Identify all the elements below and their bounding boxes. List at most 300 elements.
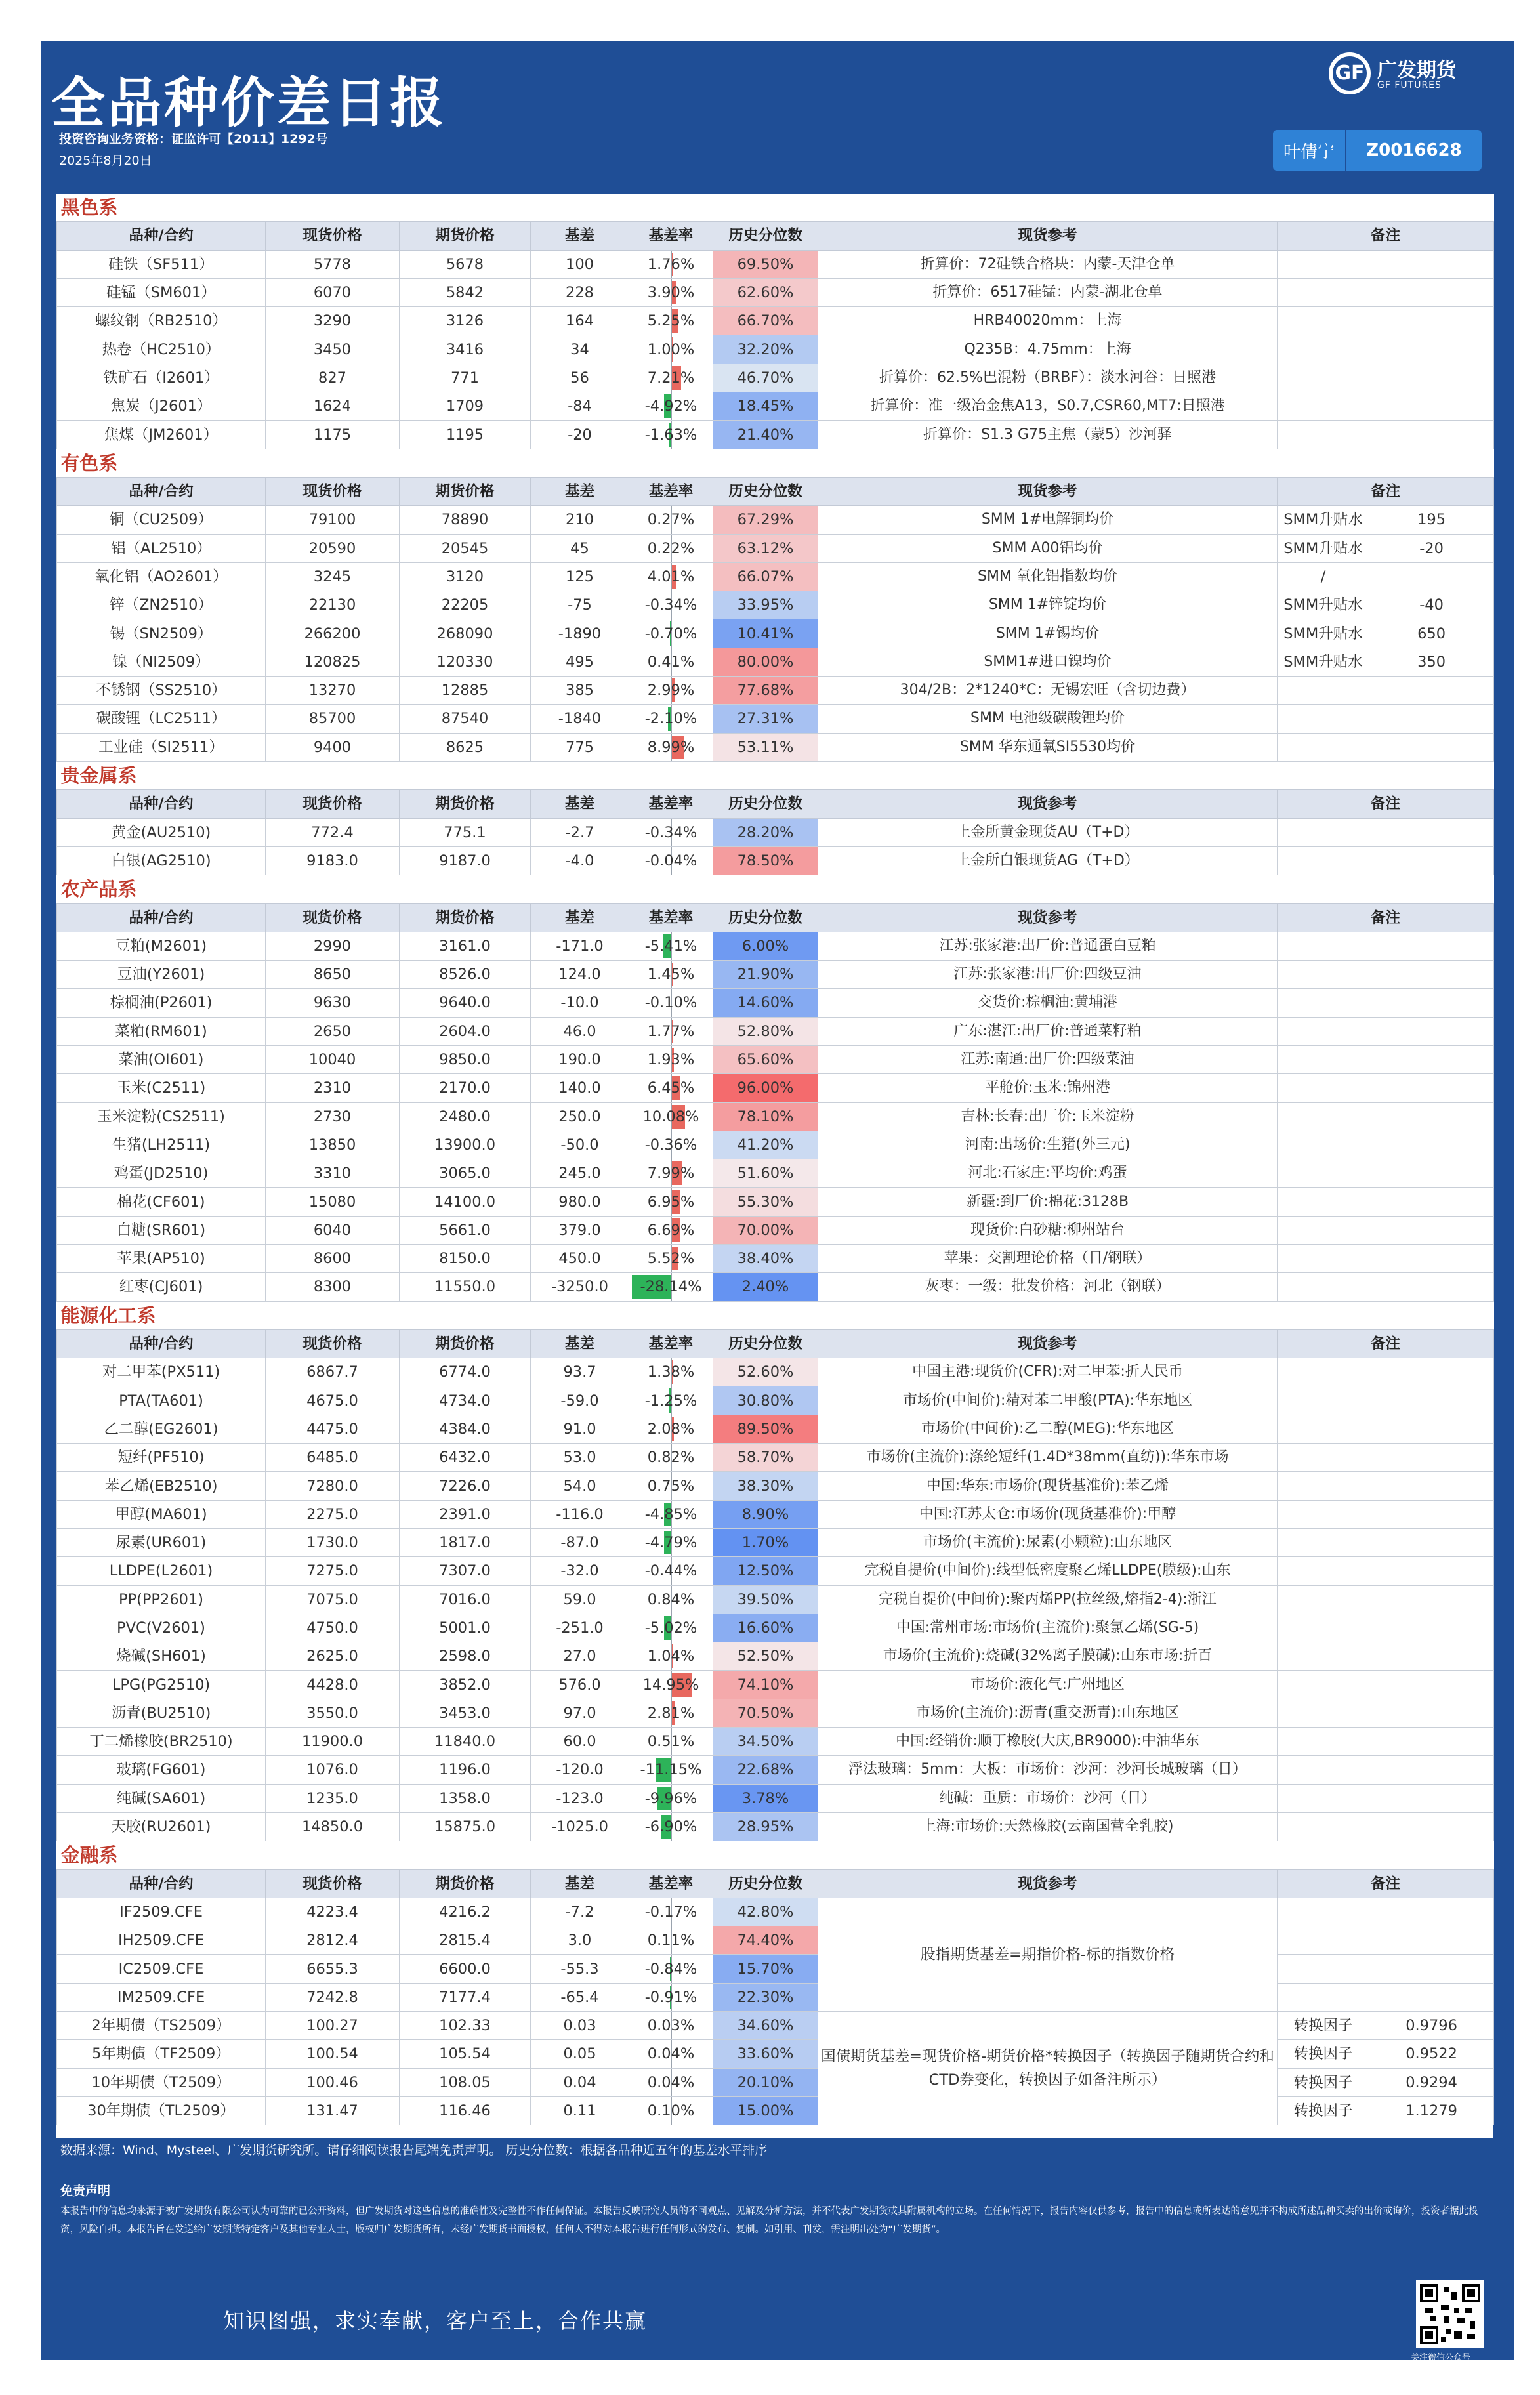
basis-rate-value: -0.91% [644,1988,697,2006]
header-col-item: 品种/合约 [57,222,266,250]
percentile-cell: 32.20% [713,335,818,364]
section-title-row [57,449,1494,477]
futures-price-cell: 7016.0 [400,1585,531,1614]
note-label-cell: SMM升贴水 [1278,591,1369,619]
futures-price-cell: 11840.0 [400,1728,531,1756]
item-cell: 白糖(SR601) [57,1216,266,1244]
table-row [57,1017,1494,1045]
note-value-cell [1369,1386,1494,1415]
spot-price-cell: 79100 [266,506,400,534]
header-col-spot-ref: 现货参考 [818,904,1278,932]
basis-rate-cell [629,1926,713,1955]
basis-rate-cell [629,1671,713,1699]
basis-rate-value: -5.02% [644,1619,697,1636]
basis-rate-value: 2.99% [647,682,695,699]
note-value-cell [1369,562,1494,591]
bond-basis-formula: 国债期货基差=现货价格-期货价格*转换因子（转换因子随期货合约和CTD券变化，转换因子如备注所示） [818,2012,1278,2125]
item-cell: 锡（SN2509） [57,619,266,648]
basis-rate-value: -2.10% [644,710,697,728]
futures-price-cell: 7177.4 [400,1983,531,2011]
futures-price-cell: 6600.0 [400,1955,531,1983]
basis-cell: 0.04 [531,2068,629,2096]
spot-price-cell: 100.46 [266,2068,400,2096]
basis-rate-value: -0.10% [644,994,697,1012]
futures-price-cell: 5678 [400,250,531,278]
basis-rate-cell [629,1812,713,1841]
basis-cell: 27.0 [531,1642,629,1671]
basis-rate-cell [629,1728,713,1756]
basis-cell: 379.0 [531,1216,629,1244]
spot-price-cell: 10040 [266,1045,400,1073]
spot-price-cell: 9183.0 [266,846,400,875]
note-value-cell [1369,1585,1494,1614]
header-col-spot: 现货价格 [266,790,400,818]
percentile-cell: 46.70% [713,364,818,392]
basis-rate-value: -0.84% [644,1960,697,1978]
table-row [57,1671,1494,1699]
basis-cell: -116.0 [531,1500,629,1528]
item-cell: 短纤(PF510) [57,1444,266,1472]
table-row [57,364,1494,392]
percentile-cell: 28.95% [713,1812,818,1841]
note-value-cell: 350 [1369,648,1494,676]
basis-rate-value: 2.81% [647,1704,695,1722]
spot-price-cell: 3310 [266,1159,400,1188]
basis-rate-value: 1.76% [647,255,695,273]
basis-rate-cell [629,1216,713,1244]
basis-cell: -1890 [531,619,629,648]
note-label-cell [1278,677,1369,705]
basis-cell: 164 [531,307,629,335]
note-value-cell: 195 [1369,506,1494,534]
note-label-cell: 转换因子 [1278,2012,1369,2040]
basis-rate-value: 0.11% [647,1932,695,1949]
spot-price-cell: 4675.0 [266,1386,400,1415]
spot-ref-cell: 折算价：6517硅锰：内蒙-湖北仓单 [818,278,1278,306]
futures-price-cell: 8625 [400,733,531,761]
basis-rate-cell [629,1614,713,1642]
note-label-cell [1278,1983,1369,2011]
note-label-cell [1278,1500,1369,1528]
item-cell: 苯乙烯(EB2510) [57,1472,266,1500]
section-title-row [57,1301,1494,1329]
spot-price-cell: 11900.0 [266,1728,400,1756]
note-value-cell [1369,1415,1494,1443]
note-label-cell [1278,1472,1369,1500]
spot-price-cell: 5778 [266,250,400,278]
note-value-cell [1369,818,1494,846]
report-date: 2025年8月20日 [59,154,152,168]
basis-rate-value: 3.90% [647,284,695,302]
analyst-badge [1273,130,1482,171]
spot-ref-cell: 304/2B：2*1240*C：无锡宏旺（含切边费） [818,677,1278,705]
basis-rate-cell [629,392,713,421]
spot-price-cell: 1730.0 [266,1528,400,1556]
table-row [57,1528,1494,1556]
note-value-cell [1369,1188,1494,1216]
basis-rate-cell [629,1045,713,1073]
data-source-note: 数据来源：Wind、Mysteel、广发期货研究所。请仔细阅读报告尾端免责声明。 历史分位数：根据各品种近五年的基差水平排序 [60,2143,768,2157]
futures-price-cell: 4384.0 [400,1415,531,1443]
basis-rate-cell [629,335,713,364]
note-label-cell [1278,1188,1369,1216]
spot-ref-cell: 市场价:液化气:广州地区 [818,1671,1278,1699]
table-header-row [57,1329,1494,1358]
spot-price-cell: 1175 [266,421,400,449]
futures-price-cell: 3416 [400,335,531,364]
spot-ref-cell: 折算价：准一级冶金焦A13，S0.7,CSR60,MT7:日照港 [818,392,1278,421]
note-label-cell [1278,1699,1369,1727]
basis-cell: 0.03 [531,2012,629,2040]
percentile-cell: 89.50% [713,1415,818,1443]
basis-cell: -50.0 [531,1131,629,1159]
header-col-basis: 基差 [531,790,629,818]
table-row [57,1699,1494,1727]
note-label-cell [1278,1159,1369,1188]
spot-ref-cell: 上海:市场价:天然橡胶(云南国营全乳胶) [818,1812,1278,1841]
percentile-cell: 21.90% [713,961,818,989]
basis-rate-cell [629,1784,713,1812]
table-row [57,733,1494,761]
spot-price-cell: 2812.4 [266,1926,400,1955]
table-row [57,677,1494,705]
section-title: 金融系 [57,1841,1494,1869]
percentile-cell: 52.60% [713,1358,818,1386]
futures-price-cell: 116.46 [400,2096,531,2125]
spot-ref-cell: 新疆:到厂价:棉花:3128B [818,1188,1278,1216]
header-col-percentile: 历史分位数 [713,1329,818,1358]
note-label-cell: 转换因子 [1278,2096,1369,2125]
percentile-cell: 53.11% [713,733,818,761]
spot-ref-cell: SMM 电池级碳酸锂均价 [818,705,1278,733]
note-value-cell: -20 [1369,534,1494,562]
percentile-cell: 70.00% [713,1216,818,1244]
analyst-license-id: Z0016628 [1366,140,1462,160]
futures-price-cell: 9640.0 [400,989,531,1017]
note-label-cell [1278,818,1369,846]
spot-ref-cell: 中国:常州市场:市场价(主流价):聚氯乙烯(SG-5) [818,1614,1278,1642]
percentile-cell: 15.70% [713,1955,818,1983]
spot-ref-cell: 中国:华东:市场价(现货基准价):苯乙烯 [818,1472,1278,1500]
section-title: 农产品系 [57,875,1494,904]
spot-price-cell: 2650 [266,1017,400,1045]
note-value-cell: 1.1279 [1369,2096,1494,2125]
spot-ref-cell: SMM A00铝均价 [818,534,1278,562]
percentile-cell: 38.30% [713,1472,818,1500]
percentile-cell: 41.20% [713,1131,818,1159]
header-col-futures: 期货价格 [400,904,531,932]
basis-cell: 140.0 [531,1074,629,1102]
company-logo [1329,52,1486,98]
basis-rate-value: 0.75% [647,1477,695,1495]
table-row [57,1244,1494,1272]
logo-cn-text: 广发期货 [1377,59,1456,82]
note-label-cell [1278,1102,1369,1131]
header-col-spot-ref: 现货参考 [818,790,1278,818]
basis-cell: 45 [531,534,629,562]
spot-price-cell: 772.4 [266,818,400,846]
note-label-cell [1278,1585,1369,1614]
basis-rate-value: 0.04% [647,2073,695,2091]
item-cell: 甲醇(MA601) [57,1500,266,1528]
note-label-cell [1278,1557,1369,1585]
spot-price-cell: 8600 [266,1244,400,1272]
note-label-cell [1278,1045,1369,1073]
basis-rate-cell [629,1898,713,1926]
futures-price-cell: 9187.0 [400,846,531,875]
basis-rate-value: 1.93% [647,1051,695,1069]
percentile-cell: 52.80% [713,1017,818,1045]
spot-price-cell: 4428.0 [266,1671,400,1699]
spot-ref-cell: 苹果：交割理论价格（日/钢联） [818,1244,1278,1272]
note-value-cell [1369,278,1494,306]
basis-rate-value: 4.01% [647,568,695,585]
spot-ref-cell: HRB40020mm：上海 [818,307,1278,335]
basis-rate-value: 0.82% [647,1449,695,1467]
note-value-cell [1369,1216,1494,1244]
note-label-cell [1278,1415,1369,1443]
basis-rate-value: 0.84% [647,1591,695,1608]
analyst-name: 叶倩宁 [1283,142,1335,162]
futures-price-cell: 1195 [400,421,531,449]
qr-code-icon [1420,2284,1480,2344]
note-label-cell: 转换因子 [1278,2040,1369,2068]
futures-price-cell: 4734.0 [400,1386,531,1415]
spot-ref-cell: 灰枣：一级：批发价格：河北（钢联） [818,1273,1278,1301]
percentile-cell: 33.60% [713,2040,818,2068]
spot-price-cell: 3290 [266,307,400,335]
note-label-cell [1278,1642,1369,1671]
item-cell: 黄金(AU2510) [57,818,266,846]
note-label-cell [1278,1898,1369,1926]
table-row [57,1216,1494,1244]
item-cell: 生猪(LH2511) [57,1131,266,1159]
header-col-basis-rate: 基差率 [629,1869,713,1898]
spot-price-cell: 6867.7 [266,1358,400,1386]
table-row [57,2012,1494,2040]
header-col-spot: 现货价格 [266,477,400,505]
item-cell: 硅锰（SM601） [57,278,266,306]
futures-price-cell: 2604.0 [400,1017,531,1045]
section-title: 贵金属系 [57,761,1494,789]
spot-price-cell: 7275.0 [266,1557,400,1585]
spot-price-cell: 2730 [266,1102,400,1131]
note-value-cell [1369,989,1494,1017]
item-cell: 菜油(OI601) [57,1045,266,1073]
note-value-cell [1369,1756,1494,1784]
basis-cell: -1840 [531,705,629,733]
futures-price-cell: 87540 [400,705,531,733]
table-row [57,1472,1494,1500]
header-col-percentile: 历史分位数 [713,790,818,818]
table-row [57,932,1494,960]
item-cell: 2年期债（TS2509） [57,2012,266,2040]
section-title-row [57,761,1494,789]
basis-rate-cell [629,1585,713,1614]
spot-ref-cell: Q235B：4.75mm：上海 [818,335,1278,364]
table-row [57,818,1494,846]
note-label-cell [1278,961,1369,989]
basis-rate-value: -0.34% [644,823,697,841]
percentile-cell: 96.00% [713,1074,818,1102]
futures-price-cell: 15875.0 [400,1812,531,1841]
header-col-percentile: 历史分位数 [713,477,818,505]
spot-ref-cell: 纯碱：重质：市场价：沙河（日） [818,1784,1278,1812]
note-value-cell [1369,392,1494,421]
basis-rate-cell [629,1983,713,2011]
percentile-cell: 74.10% [713,1671,818,1699]
header-col-item: 品种/合约 [57,1329,266,1358]
basis-cell: 228 [531,278,629,306]
item-cell: 30年期债（TL2509） [57,2096,266,2125]
item-cell: 焦炭（J2601） [57,392,266,421]
percentile-cell: 20.10% [713,2068,818,2096]
basis-cell: -55.3 [531,1955,629,1983]
spot-price-cell: 13270 [266,677,400,705]
percentile-cell: 63.12% [713,534,818,562]
basis-rate-cell [629,307,713,335]
item-cell: 红枣(CJ601) [57,1273,266,1301]
note-value-cell [1369,677,1494,705]
futures-price-cell: 3453.0 [400,1699,531,1727]
item-cell: 对二甲苯(PX511) [57,1358,266,1386]
item-cell: 硅铁（SF511） [57,250,266,278]
spot-ref-cell: 河南:出场价:生猪(外三元) [818,1131,1278,1159]
license-text: 投资咨询业务资格：证监许可【2011】1292号 [59,132,328,146]
percentile-cell: 2.40% [713,1273,818,1301]
basis-rate-cell [629,364,713,392]
futures-price-cell: 7226.0 [400,1472,531,1500]
spot-price-cell: 131.47 [266,2096,400,2125]
table-row [57,1415,1494,1443]
table-row [57,1074,1494,1102]
basis-cell: -171.0 [531,932,629,960]
spot-price-cell: 266200 [266,619,400,648]
header-col-basis: 基差 [531,904,629,932]
table-header-row [57,1869,1494,1898]
spot-ref-cell: 折算价：72硅铁合格块：内蒙-天津仓单 [818,250,1278,278]
note-value-cell [1369,1528,1494,1556]
table-row [57,421,1494,449]
item-cell: 棕榈油(P2601) [57,989,266,1017]
basis-rate-value: -4.85% [644,1505,697,1523]
spot-price-cell: 9630 [266,989,400,1017]
basis-rate-value: -0.34% [644,596,697,614]
item-cell: 碳酸锂（LC2511） [57,705,266,733]
spot-ref-cell: 中国:江苏太仓:市场价(现货基准价):甲醇 [818,1500,1278,1528]
header-col-spot-ref: 现货参考 [818,477,1278,505]
spot-ref-cell: 现货价:白砂糖:柳州站台 [818,1216,1278,1244]
note-value-cell: 0.9294 [1369,2068,1494,2096]
spot-price-cell: 20590 [266,534,400,562]
wechat-qr-code[interactable] [1416,2280,1484,2348]
futures-price-cell: 1817.0 [400,1528,531,1556]
futures-price-cell: 8150.0 [400,1244,531,1272]
item-cell: 焦煤（JM2601） [57,421,266,449]
spot-ref-cell: 广东:湛江:出厂价:普通菜籽粕 [818,1017,1278,1045]
basis-rate-value: 0.27% [647,511,695,529]
percentile-cell: 6.00% [713,932,818,960]
table-row [57,1756,1494,1784]
note-label-cell [1278,1671,1369,1699]
header-col-spot: 现货价格 [266,904,400,932]
basis-cell: -120.0 [531,1756,629,1784]
note-value-cell [1369,1131,1494,1159]
item-cell: 菜粕(RM601) [57,1017,266,1045]
item-cell: 玉米(C2511) [57,1074,266,1102]
futures-price-cell: 775.1 [400,818,531,846]
item-cell: IM2509.CFE [57,1983,266,2011]
note-value-cell [1369,1614,1494,1642]
basis-rate-value: -0.44% [644,1562,697,1580]
header-col-basis: 基差 [531,1869,629,1898]
item-cell: 沥青(BU2510) [57,1699,266,1727]
spot-price-cell: 3450 [266,335,400,364]
futures-price-cell: 5842 [400,278,531,306]
item-cell: 5年期债（TF2509） [57,2040,266,2068]
basis-rate-cell [629,1699,713,1727]
basis-rate-value: 0.22% [647,539,695,557]
header-col-basis: 基差 [531,1329,629,1358]
basis-rate-value: -9.96% [644,1789,697,1807]
note-value-cell [1369,1273,1494,1301]
basis-cell: -65.4 [531,1983,629,2011]
futures-price-cell: 3852.0 [400,1671,531,1699]
note-label-cell [1278,1728,1369,1756]
item-cell: 烧碱(SH601) [57,1642,266,1671]
basis-cell: 576.0 [531,1671,629,1699]
note-value-cell [1369,1784,1494,1812]
futures-price-cell: 20545 [400,534,531,562]
percentile-cell: 22.68% [713,1756,818,1784]
basis-cell: 250.0 [531,1102,629,1131]
note-label-cell [1278,278,1369,306]
table-row [57,1898,1494,1926]
note-label-cell: SMM升贴水 [1278,648,1369,676]
table-row [57,846,1494,875]
futures-price-cell: 5001.0 [400,1614,531,1642]
spot-ref-cell: 中国:经销价:顺丁橡胶(大庆,BR9000):中油华东 [818,1728,1278,1756]
item-cell: 铝（AL2510） [57,534,266,562]
spot-ref-cell: SMM 氧化铝指数均价 [818,562,1278,591]
table-row [57,648,1494,676]
item-cell: LPG(PG2510) [57,1671,266,1699]
note-value-cell [1369,1812,1494,1841]
note-value-cell: -40 [1369,591,1494,619]
percentile-cell: 69.50% [713,250,818,278]
basis-rate-value: 0.03% [647,2017,695,2035]
basis-cell: 97.0 [531,1699,629,1727]
item-cell: IC2509.CFE [57,1955,266,1983]
spot-ref-cell: SMM 1#锌锭均价 [818,591,1278,619]
basis-rate-cell [629,1273,713,1301]
spot-price-cell: 100.27 [266,2012,400,2040]
header-col-basis: 基差 [531,477,629,505]
futures-price-cell: 3126 [400,307,531,335]
spot-price-cell: 6655.3 [266,1955,400,1983]
item-cell: 锌（ZN2510） [57,591,266,619]
basis-rate-cell [629,1386,713,1415]
note-label-cell: 转换因子 [1278,2068,1369,2096]
note-label-cell [1278,1216,1369,1244]
basis-rate-cell [629,1557,713,1585]
basis-cell: -123.0 [531,1784,629,1812]
table-row [57,989,1494,1017]
basis-cell: -84 [531,392,629,421]
note-value-cell [1369,1017,1494,1045]
header-col-futures: 期货价格 [400,222,531,250]
basis-rate-value: 5.52% [647,1250,695,1268]
